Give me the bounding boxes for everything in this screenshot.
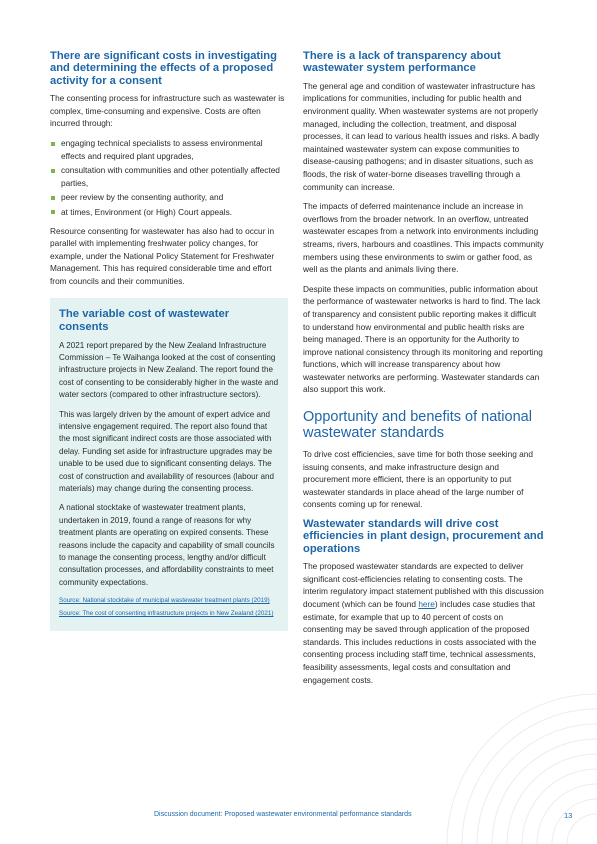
bullet-item: peer review by the consenting authority, and xyxy=(50,191,288,204)
here-link[interactable]: here xyxy=(418,599,435,610)
left-column xyxy=(50,50,288,631)
heading-cost-efficiencies: Wastewater standards will drive cost efficiencies in plant design, procurement and operations xyxy=(303,518,544,555)
resource-consenting-paragraph: Resource consenting for wastewater has also had to occur in parallel with implementing freshwater policy changes, for example, under the National Policy Statement for Freshwater Management. This has required considerable time and effort from councils and their communities. xyxy=(50,225,275,286)
bullet-marker xyxy=(51,142,55,146)
footer-document-title: Discussion document: Proposed wastewater environmental performance standards xyxy=(154,811,412,818)
transparency-paragraph-3: Despite these impacts on communities, public information about the performance of wastewater networks is hard to find. The lack of transparency and consistent public reporting makes it difficult to understand how environmental and public health risks are being managed. There is an opportunity for the Authority to improve national consistency through its monitoring and reporting functions, which will increase transparency about how wastewater networks are performing. Wastewater standards can also support this work. xyxy=(303,283,543,395)
transparency-paragraph-2: The impacts of deferred maintenance include an increase in overflows from the broader network. In an overflow, untreated wastewater escapes from a network into environments including streams, rivers, harbours and coastlines. This impacts community members using these environments to swim or gather food, as well as the plants and animals living there. xyxy=(303,201,544,275)
callout-title: The variable cost of wastewater consents xyxy=(59,307,230,333)
right-column xyxy=(303,50,544,693)
callout-paragraph-1: A 2021 report prepared by the New Zealand Infrastructure Commission – Te Waihanga looked at the cost of consenting infrastructure projects in New Zealand. The report found the cost of consenting to be considerably higher in the waste and water sectors (compared to other infrastructure sectors). xyxy=(59,340,279,400)
bullet-marker xyxy=(51,210,55,214)
page-number: 13 xyxy=(564,811,573,820)
callout-paragraph-2: This was largely driven by the amount of expert advice and intensive engagement required. The report also found that the most significant indirect costs are those associated with delay. Funding set aside for infrastructure upgrades may be unable to be used due to significant consenting delays. The cost of construction and availability of resources (labour and materials) may change during the consenting process. xyxy=(59,409,275,493)
heading-lack-of-transparency: There is a lack of transparency about wastewater system performance xyxy=(303,50,501,75)
heading-significant-costs: There are significant costs in investigating and determining the effects of a proposed activity for a consent xyxy=(50,50,277,87)
source-link-stocktake[interactable]: Source: National stocktake of municipal wastewater treatment plants (2019) xyxy=(59,597,270,605)
bullet-item: consultation with communities and other potentially affected parties, xyxy=(50,164,288,189)
bullet-item: engaging technical specialists to assess environmental effects and required plant upgrades, xyxy=(50,137,288,162)
opportunity-paragraph: To drive cost efficiencies, save time for both those seeking and issuing consents, and make infrastructure design and procurement more efficient, there is an opportunity to put wastewater standards in place ahead of the large number of consents coming up for renewal. xyxy=(303,449,533,510)
callout-box-variable-cost xyxy=(50,298,288,631)
intro-paragraph: The consenting process for infrastructure such as wastewater is complex, time-consuming and expensive. Costs are often incurred through: xyxy=(50,93,285,129)
cost-bullet-list xyxy=(50,137,288,219)
bullet-marker xyxy=(51,196,55,200)
source-link-consenting-cost[interactable]: Source: The cost of consenting infrastructure projects in New Zealand (2021) xyxy=(59,610,274,618)
heading-opportunity-benefits: Opportunity and benefits of national wastewater standards xyxy=(303,409,532,442)
transparency-paragraph-1: The general age and condition of wastewater infrastructure has implications for communities, including for public health and environment quality. When wastewater systems are not properly managed, including the collection, treatment, and disposal processes, it can lead to various health issues and risks. A badly maintained wastewater system can expose communities to disease-causing pathogens; and in disaster situations, such as floods, the risk of water-borne diseases travelling through a community can increase. xyxy=(303,80,540,192)
bullet-item: at times, Environment (or High) Court appeals. xyxy=(50,206,288,219)
callout-paragraph-3: A national stocktake of wastewater treatment plants, undertaken in 2019, found a range of reasons for why treatment plants are operating on expired consents. These reasons include the capacity and capability of small councils to manage the consenting process, lengthy and/or difficult consultation processes, and affordability constraints to meet community expectations. xyxy=(59,503,275,587)
cost-efficiencies-paragraph: The proposed wastewater standards are expected to deliver significant cost-efficiencies relating to consenting costs. The interim regulatory impact statement published with this discussion document (which can be found here) includes case studies that estimate, for example that up to 40 percent of costs on consenting may be saved through application of the proposed standards. This includes reductions in costs associated with the consenting process including staff time, technical assessments, feasibility assessments, legal costs and consultation and engagement costs. xyxy=(303,561,544,685)
bullet-marker xyxy=(51,169,55,173)
